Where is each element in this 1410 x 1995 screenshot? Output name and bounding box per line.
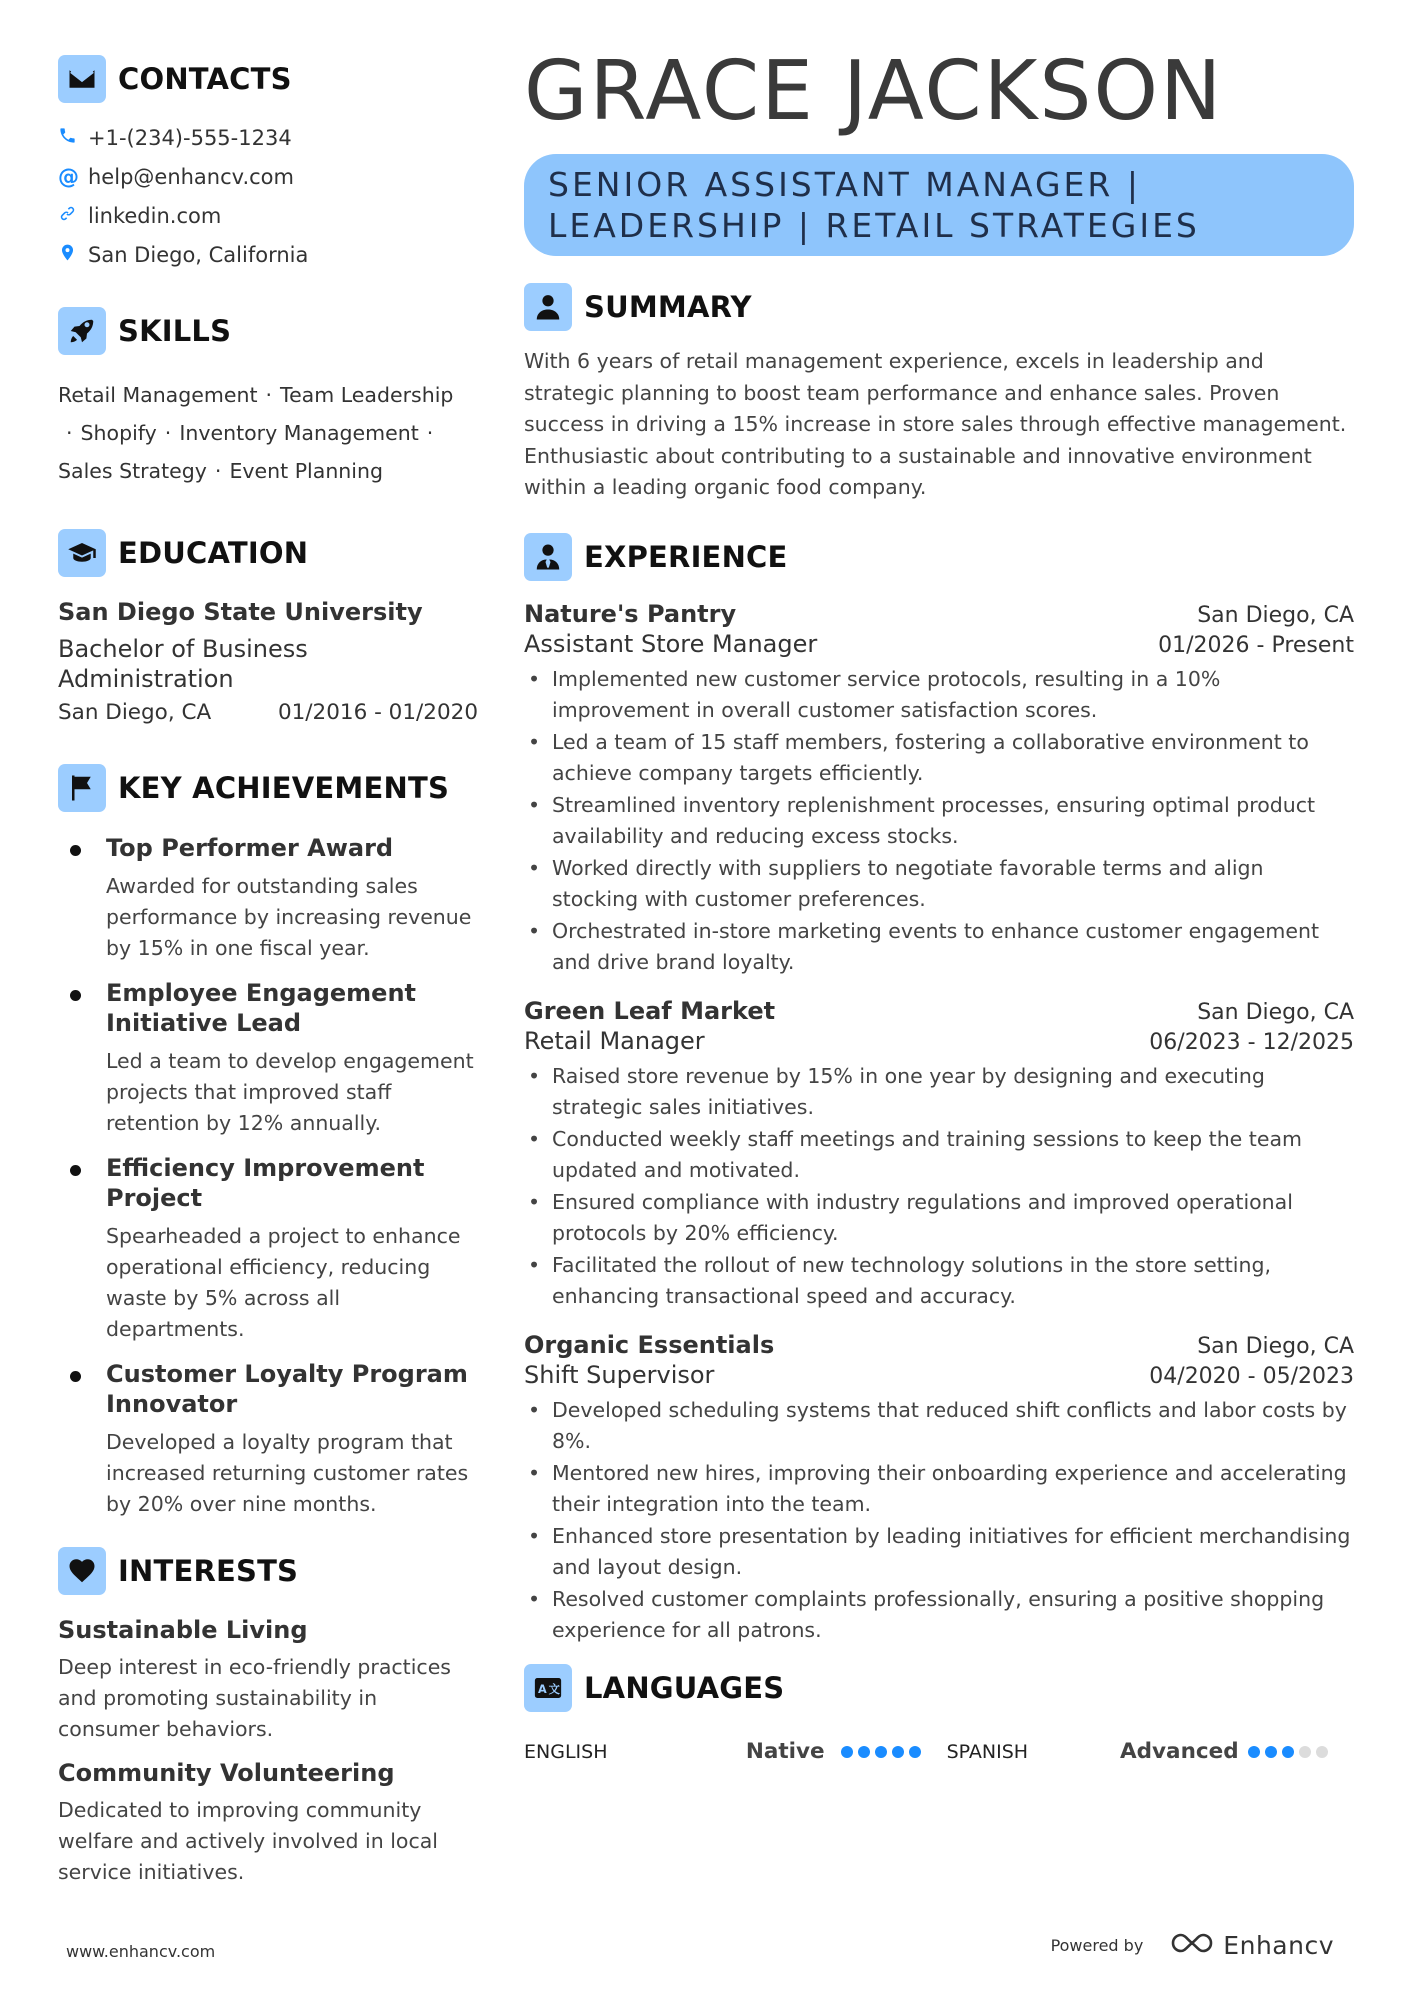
job-bullet: • Streamlined inventory replenishment processes, ensuring optimal product availability and reducing excess stocks. (524, 790, 1354, 853)
location-text: San Diego, California (88, 242, 309, 267)
summary-text: With 6 years of retail management experience, excels in leadership and strategic planning to boost team performance and enhance sales. Proven success in driving a 15% increase in store sales through effective management. Enthusiastic about contributing to a sustainable and innovative environment within a leading organic food company. (524, 349, 1347, 499)
interest-desc: Dedicated to improving community welfare and actively involved in local service initiatives. (58, 1798, 439, 1884)
achievements-section (58, 763, 478, 1520)
contacts-section (58, 54, 478, 274)
job-bullet: • Resolved customer complaints professionally, ensuring a positive shopping experience for all patrons. (524, 1584, 1354, 1647)
proficiency-dot (1299, 1746, 1311, 1758)
proficiency-dot (1265, 1746, 1277, 1758)
contact-email (58, 157, 478, 196)
achievement-title: Employee Engagement Initiative Lead (106, 979, 417, 1037)
skill-item: Inventory Management (179, 421, 419, 445)
job-bullet: • Developed scheduling systems that reduced shift conflicts and labor costs by 8%. (524, 1395, 1354, 1458)
job-bullet: • Facilitated the rollout of new technology solutions in the store setting, enhancing transactional speed and accuracy. (524, 1250, 1354, 1313)
job-subheader (524, 630, 1354, 658)
candidate-name: GRACE JACKSON (524, 44, 1224, 139)
user-icon (524, 283, 572, 331)
proficiency-dot (841, 1746, 853, 1758)
language-name: ENGLISH (524, 1740, 608, 1763)
proficiency-dot (1248, 1746, 1260, 1758)
linkedin-link[interactable]: linkedin.com (88, 203, 222, 228)
interest-title: Community Volunteering (58, 1759, 395, 1787)
proficiency-dot (1316, 1746, 1328, 1758)
section-title: KEY ACHIEVEMENTS (118, 771, 450, 805)
section-title: SUMMARY (584, 290, 752, 324)
headline-banner: SENIOR ASSISTANT MANAGER | LEADERSHIP | RETAIL STRATEGIES (524, 154, 1354, 256)
footer-website[interactable]: www.enhancv.com (66, 1942, 216, 1961)
education-meta (58, 700, 478, 725)
achievement-item (58, 1359, 478, 1520)
job-company: Organic Essentials (524, 1330, 775, 1359)
user-tie-icon (524, 533, 572, 581)
education-degree: Bachelor of Business Administration (58, 635, 308, 693)
phone-text[interactable]: +1-(234)-555-1234 (88, 125, 292, 150)
contact-list (58, 118, 478, 274)
interest-item (58, 1759, 478, 1888)
achievement-item (58, 833, 478, 964)
job-bullets (524, 1395, 1354, 1647)
language-name: SPANISH (946, 1740, 1029, 1763)
section-title: INTERESTS (118, 1554, 299, 1588)
language-level: Native (745, 1739, 825, 1764)
job-bullet: • Orchestrated in-store marketing events to enhance customer engagement and drive brand loyalty. (524, 916, 1354, 979)
job-bullet: • Mentored new hires, improving their onboarding experience and accelerating their integration into the team. (524, 1458, 1354, 1521)
job-location: San Diego, CA (1197, 602, 1354, 628)
left-column (58, 54, 478, 1902)
achievement-title: Efficiency Improvement Project (106, 1154, 425, 1212)
achievement-title: Top Performer Award (106, 834, 394, 862)
section-title: EDUCATION (118, 536, 309, 570)
job-location: San Diego, CA (1197, 1333, 1354, 1359)
job-subheader (524, 1361, 1354, 1389)
education-location: San Diego, CA (58, 700, 212, 725)
education-dates: 01/2016 - 01/2020 (277, 700, 478, 725)
job-bullet: • Implemented new customer service protocols, resulting in a 10% improvement in overall customer satisfaction scores. (524, 664, 1354, 727)
achievement-title: Customer Loyalty Program Innovator (106, 1360, 468, 1418)
skill-item: Event Planning (229, 459, 384, 483)
job-role: Shift Supervisor (524, 1360, 715, 1389)
achievement-desc: Developed a loyalty program that increased returning customer rates by 20% over nine months. (106, 1430, 469, 1516)
translate-icon (524, 1664, 572, 1712)
education-section (58, 528, 478, 725)
section-header (58, 763, 478, 813)
proficiency-dot (1282, 1746, 1294, 1758)
job-role: Retail Manager (524, 1026, 705, 1055)
map-pin-icon (58, 243, 88, 267)
job-company: Green Leaf Market (524, 996, 776, 1025)
language-level: Advanced (1120, 1739, 1239, 1764)
skill-separator: · (66, 421, 73, 445)
interests-section (58, 1546, 478, 1888)
job-bullet: • Led a team of 15 staff members, fostering a collaborative environment to achieve company targets efficiently. (524, 727, 1354, 790)
phone-icon (58, 126, 88, 150)
job-entry (524, 997, 1354, 1313)
job-dates: 06/2023 - 12/2025 (1149, 1029, 1354, 1055)
skill-item: Shopify (80, 421, 157, 445)
job-bullet: • Ensured compliance with industry regulations and improved operational protocols by 20% efficiency. (524, 1187, 1354, 1250)
language-proficiency-dots (1248, 1746, 1354, 1758)
experience-section (524, 532, 1354, 1647)
achievement-desc: Spearheaded a project to enhance operational efficiency, reducing waste by 5% across all departments. (106, 1224, 461, 1341)
job-company: Nature's Pantry (524, 599, 737, 628)
interest-title: Sustainable Living (58, 1616, 308, 1644)
section-header (58, 54, 478, 104)
achievement-desc: Led a team to develop engagement projects that improved staff retention by 12% annually. (106, 1049, 474, 1135)
job-dates: 04/2020 - 05/2023 (1149, 1363, 1354, 1389)
achievement-list (58, 833, 478, 1520)
contact-linkedin (58, 196, 478, 235)
skill-separator: · (265, 383, 273, 407)
language-proficiency-dots (841, 1746, 947, 1758)
job-bullets (524, 1061, 1354, 1313)
language-row (524, 1737, 1354, 1767)
achievement-item (58, 978, 478, 1139)
job-bullets (524, 664, 1354, 979)
interest-list (58, 1616, 478, 1888)
section-header (524, 282, 1354, 332)
interest-item (58, 1616, 478, 1745)
job-bullet: • Conducted weekly staff meetings and training sessions to keep the team updated and motivated. (524, 1124, 1354, 1187)
contact-location (58, 235, 478, 274)
skills-section (58, 306, 478, 490)
proficiency-dot (892, 1746, 904, 1758)
proficiency-dot (875, 1746, 887, 1758)
at-icon: @ (58, 164, 79, 189)
svg-text:A: A (538, 1682, 547, 1696)
job-header (524, 1331, 1354, 1359)
contact-phone (58, 118, 478, 157)
section-header (58, 306, 478, 356)
job-header (524, 600, 1354, 628)
enhancv-logo-icon (1169, 1930, 1215, 1960)
skill-separator: · (214, 459, 222, 483)
job-subheader (524, 1027, 1354, 1055)
education-school: San Diego State University (58, 598, 423, 626)
job-dates: 01/2026 - Present (1158, 632, 1354, 658)
flag-icon (58, 764, 106, 812)
skill-separator: · (164, 421, 172, 445)
proficiency-dot (858, 1746, 870, 1758)
section-header (58, 1546, 478, 1596)
section-title: CONTACTS (118, 62, 292, 96)
svg-text:文: 文 (548, 1682, 560, 1696)
interest-desc: Deep interest in eco-friendly practices and promoting sustainability in consumer behaviors. (58, 1655, 451, 1741)
skill-item: Team Leadership (280, 383, 454, 407)
skill-item: Retail Management (58, 383, 258, 407)
job-entry (524, 1331, 1354, 1647)
section-header (58, 528, 478, 578)
skill-separator: · (426, 421, 434, 445)
section-title: LANGUAGES (584, 1670, 785, 1705)
job-role: Assistant Store Manager (524, 629, 818, 658)
job-bullet: • Enhanced store presentation by leading initiatives for efficient merchandising and layout design. (524, 1521, 1354, 1584)
section-header (524, 532, 1354, 582)
right-column (524, 44, 1354, 1767)
job-location: San Diego, CA (1197, 999, 1354, 1025)
job-header (524, 997, 1354, 1025)
powered-by-text: Powered by (1050, 1935, 1144, 1955)
achievement-item (58, 1153, 478, 1345)
job-bullet: • Raised store revenue by 15% in one year by designing and executing strategic sales initiatives. (524, 1061, 1354, 1124)
section-header (524, 1663, 1354, 1713)
footer-branding (1051, 1930, 1334, 1960)
summary-section (524, 282, 1354, 504)
envelope-icon (58, 55, 106, 103)
section-title: SKILLS (118, 314, 232, 348)
rocket-icon (58, 307, 106, 355)
languages-section (524, 1663, 1354, 1767)
achievement-desc: Awarded for outstanding sales performance by increasing revenue by 15% in one fiscal year. (106, 874, 472, 960)
link-icon (58, 204, 88, 228)
proficiency-dot (909, 1746, 921, 1758)
job-entry (524, 600, 1354, 979)
section-title: EXPERIENCE (584, 539, 788, 574)
enhancv-brand-text: Enhancv (1223, 1930, 1334, 1960)
skill-item: Sales Strategy (58, 459, 207, 483)
skills-list (58, 376, 468, 490)
job-bullet: • Worked directly with suppliers to negotiate favorable terms and align stocking with customer preferences. (524, 853, 1354, 916)
email-link[interactable]: help@enhancv.com (88, 164, 294, 189)
graduation-cap-icon (58, 529, 106, 577)
heart-icon (58, 1547, 106, 1595)
